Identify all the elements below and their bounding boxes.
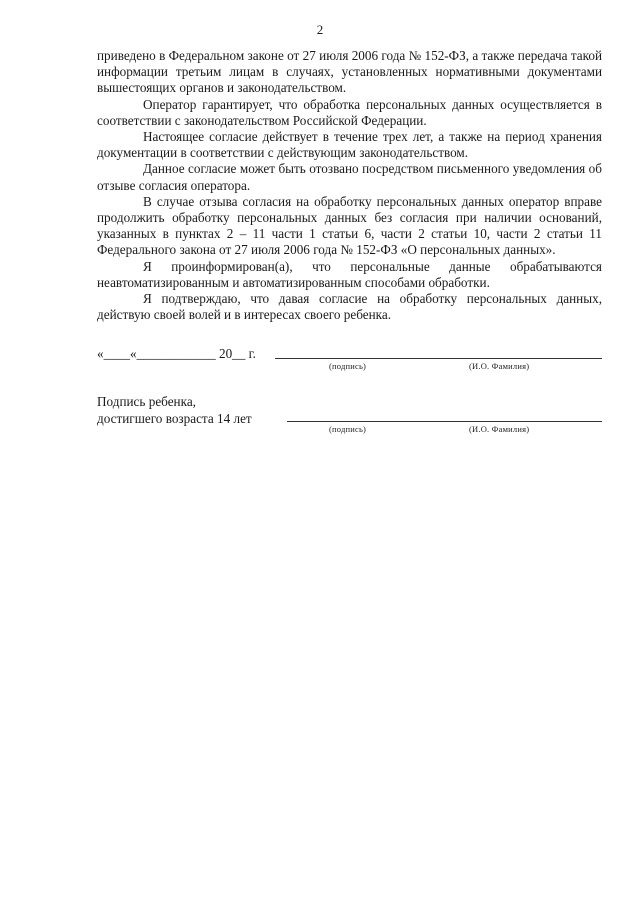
- child-signature-caption: (подпись): [329, 424, 367, 434]
- date-field: «____«____________ 20__ г.: [97, 346, 256, 361]
- child-signature-label: [97, 393, 252, 427]
- child-signature-label-line1: Подпись ребенка,: [97, 394, 196, 409]
- signature-name-line: [275, 358, 602, 359]
- child-signature-block: [97, 393, 602, 433]
- name-caption: (И.О. Фамилия): [469, 361, 530, 371]
- paragraph-operator-guarantee: Оператор гарантирует, что обработка персональных данных осуществляется в соответствии с законодательством Российской Федерации.: [97, 96, 602, 128]
- paragraph-processing-methods: Я проинформирован(а), что персональные данные обрабатываются неавтоматизированным и автоматизированным способами обработки.: [97, 258, 602, 290]
- paragraph-validity-period: Настоящее согласие действует в течение трех лет, а также на период хранения документации в соответствии с действующим законодательством.: [97, 129, 602, 161]
- child-signature-label-line2: достигшего возраста 14 лет: [97, 411, 252, 426]
- consent-body: [97, 48, 602, 323]
- paragraph-confirmation: Я подтверждаю, что давая согласие на обработку персональных данных, действую своей волей и в интересах своего ребенка.: [97, 291, 602, 323]
- page-number: 2: [316, 22, 324, 37]
- paragraph-continuation: приведено в Федеральном законе от 27 июля 2006 года № 152-ФЗ, а также передача такой информации третьим лицам в случаях, установленных нормативными документами вышестоящих органов и законодательством.: [97, 48, 602, 96]
- date-signature-block: [97, 346, 602, 376]
- signature-caption: (подпись): [329, 361, 367, 371]
- paragraph-processing-after-revocation: В случае отзыва согласия на обработку персональных данных оператор вправе продолжить обработку персональных данных без согласия при наличии оснований, указанных в пунктах 2 – 11 части 1 статьи 6, части 2 статьи 10, части 2 статьи 11 Федерального закона от 27 июля 2006 года № 152-ФЗ «О персональных данных».: [97, 193, 602, 258]
- child-name-caption: (И.О. Фамилия): [469, 424, 530, 434]
- child-signature-line: [287, 421, 602, 422]
- paragraph-revocation: Данное согласие может быть отозвано посредством письменного уведомления об отзыве согласия оператора.: [97, 161, 602, 193]
